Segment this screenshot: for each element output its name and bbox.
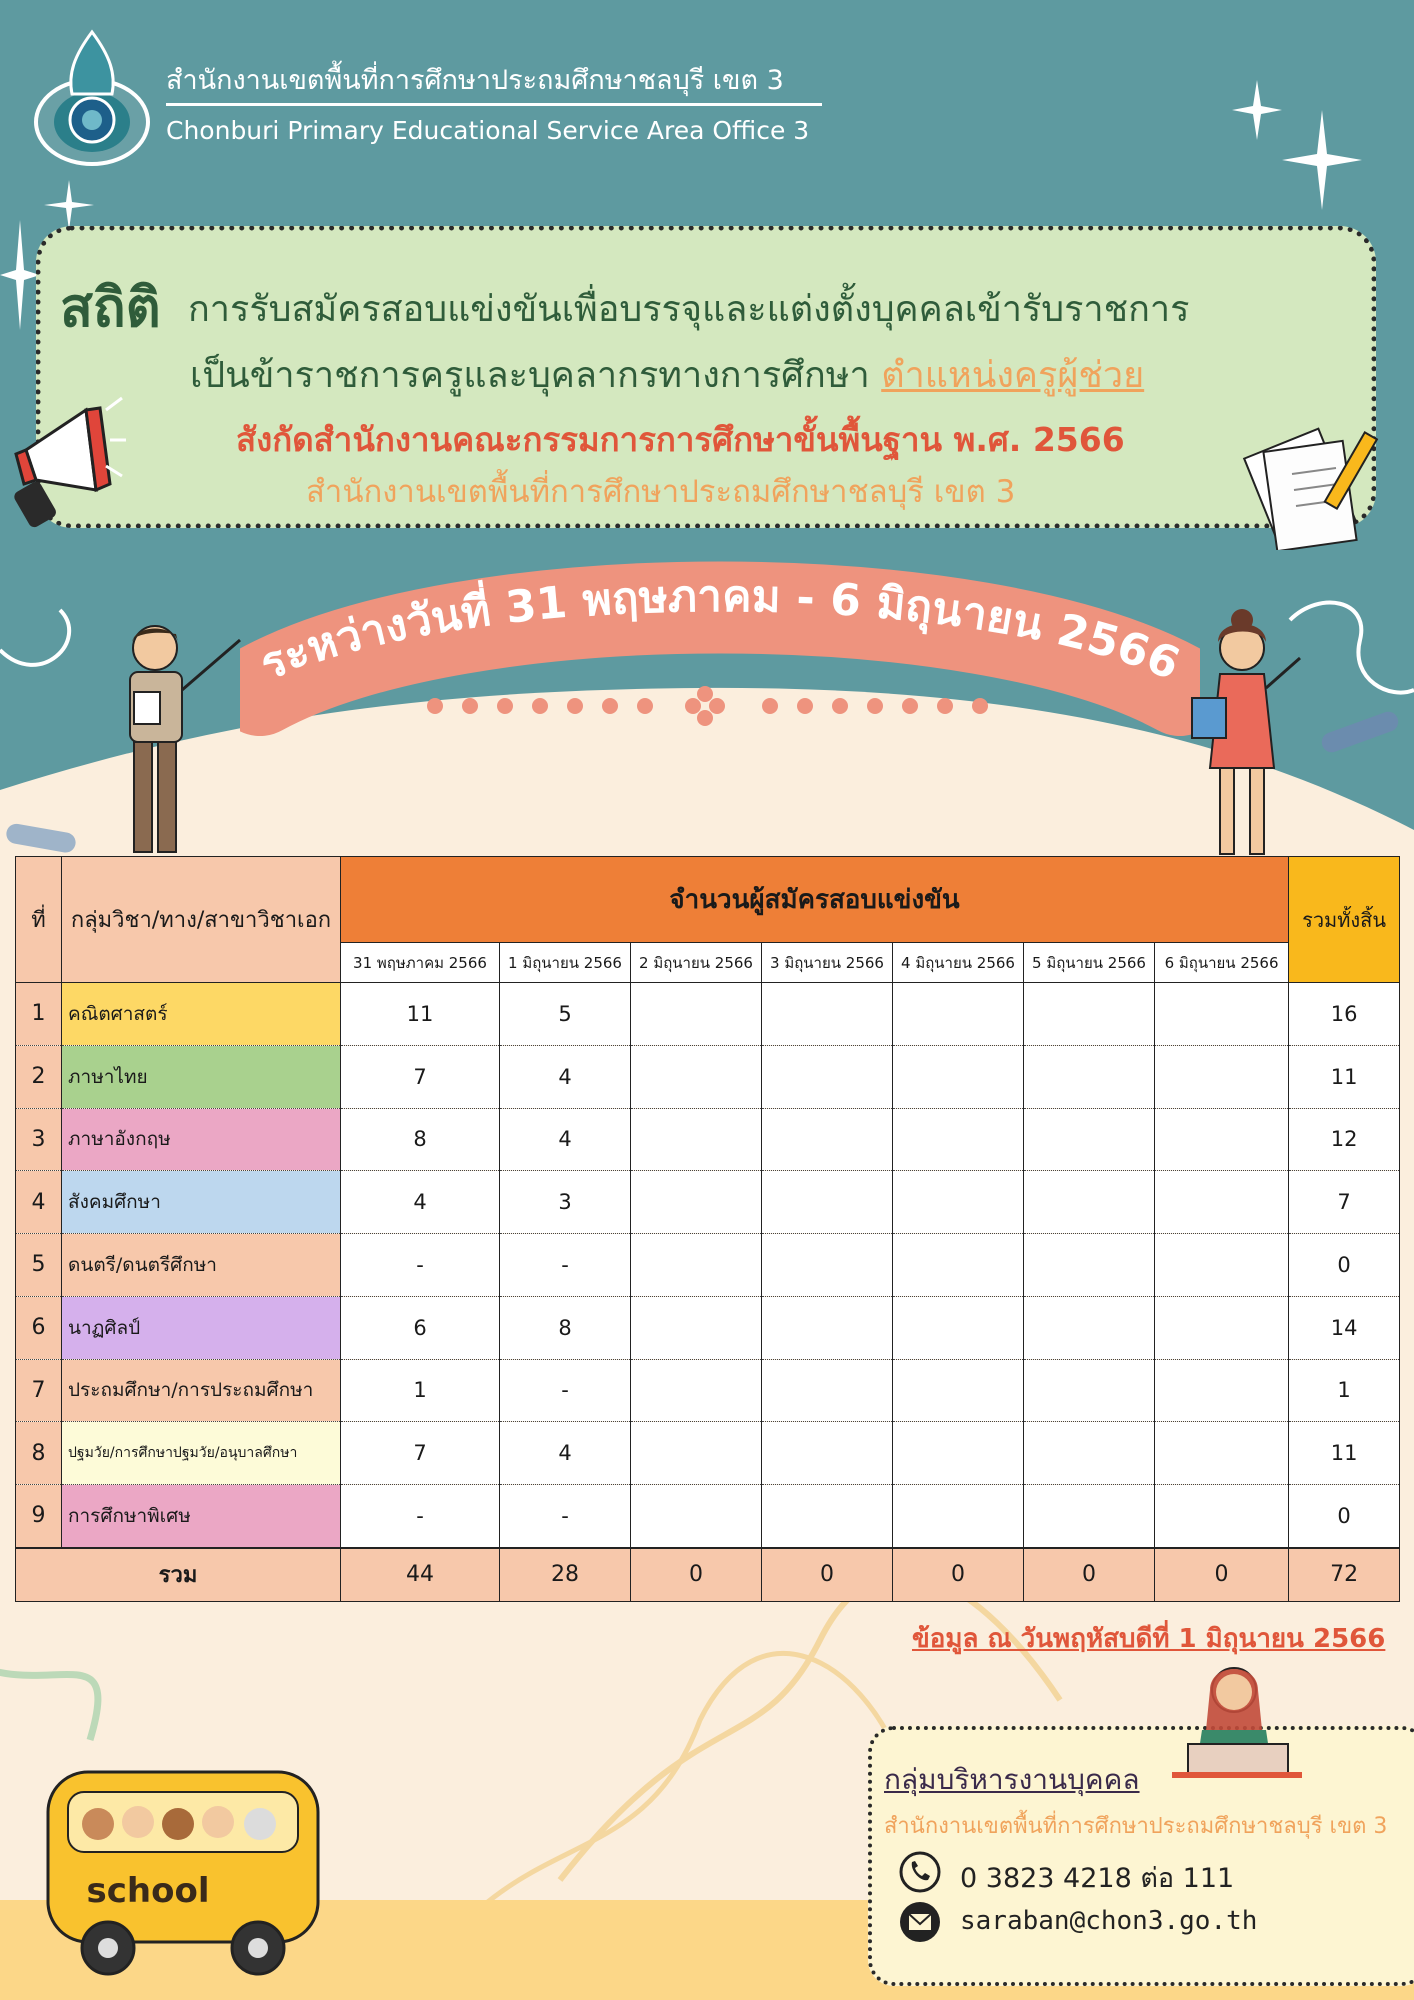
row-value: 4 (500, 1108, 631, 1171)
row-total: 0 (1289, 1234, 1400, 1297)
row-index: 7 (16, 1359, 62, 1422)
row-value (631, 1108, 762, 1171)
row-value (893, 1045, 1024, 1108)
date-header: 6 มิถุนายน 2566 (1155, 943, 1289, 983)
row-value (631, 1422, 762, 1485)
title-line-2-prefix: เป็นข้าราชการครูและบุคลากรทางการศึกษา (190, 355, 870, 396)
sparkle-icon (1232, 80, 1282, 140)
row-value: 4 (500, 1422, 631, 1485)
phone-number[interactable]: 0 3823 4218 ต่อ 111 (960, 1863, 1235, 1894)
row-value (1155, 1296, 1289, 1359)
seal-logo-icon (22, 22, 157, 172)
row-value: - (500, 1485, 631, 1548)
row-index: 9 (16, 1485, 62, 1548)
title-position: ตำแหน่งครูผู้ช่วย (881, 355, 1145, 396)
org-name-thai: สำนักงานเขตพื้นที่การศึกษาประถมศึกษาชลบุรี เขต 3 (166, 65, 784, 96)
row-value (1024, 1296, 1155, 1359)
table-row (16, 1171, 1400, 1234)
row-index: 4 (16, 1171, 62, 1234)
row-value (762, 1045, 893, 1108)
org-divider (166, 103, 822, 106)
row-value: 4 (500, 1045, 631, 1108)
row-value (762, 1234, 893, 1297)
row-value: 7 (341, 1045, 500, 1108)
row-value (631, 983, 762, 1046)
row-value (1024, 983, 1155, 1046)
row-subject: คณิตศาสตร์ (62, 983, 341, 1046)
sum-cell: 28 (500, 1548, 631, 1602)
row-index: 8 (16, 1422, 62, 1485)
row-value (762, 983, 893, 1046)
row-value: 3 (500, 1171, 631, 1234)
table-row (16, 1045, 1400, 1108)
title-line-3: สังกัดสำนักงานคณะกรรมการการศึกษาขั้นพื้นฐาน พ.ศ. 2566 (236, 420, 1125, 459)
email-address[interactable]: saraban@chon3.go.th (960, 1906, 1258, 1936)
sparkle-icon (44, 180, 94, 230)
col-index-header: ที่ (16, 857, 62, 983)
row-value (762, 1108, 893, 1171)
row-value (631, 1234, 762, 1297)
row-value: 11 (341, 983, 500, 1046)
col-group-header: จำนวนผู้สมัครสอบแข่งขัน (341, 857, 1289, 943)
row-value (1024, 1359, 1155, 1422)
sum-label: รวม (16, 1548, 341, 1602)
office-worker-illustration (1172, 1660, 1302, 1790)
sum-total-cell: 72 (1289, 1548, 1400, 1602)
row-subject: ภาษาไทย (62, 1045, 341, 1108)
date-header: 5 มิถุนายน 2566 (1024, 943, 1155, 983)
title-line-2 (190, 346, 1144, 403)
col-subject-header: กลุ่มวิชา/ทาง/สาขาวิชาเอก (62, 857, 341, 983)
row-value (631, 1171, 762, 1234)
row-total: 11 (1289, 1422, 1400, 1485)
row-value (893, 1234, 1024, 1297)
col-total-header: รวมทั้งสิ้น (1289, 857, 1400, 983)
row-value (893, 1171, 1024, 1234)
date-range-text: ระหว่างวันที่ 31 พฤษภาคม - 6 มิถุนายน 2566 (252, 570, 1187, 691)
row-value (1155, 1485, 1289, 1548)
row-value (762, 1422, 893, 1485)
row-subject: นาฏศิลป์ (62, 1296, 341, 1359)
megaphone-icon (6, 380, 126, 540)
sum-cell: 44 (341, 1548, 500, 1602)
row-subject: ประถมศึกษา/การประถมศึกษา (62, 1359, 341, 1422)
table-row (16, 1422, 1400, 1485)
row-value (762, 1359, 893, 1422)
row-index: 1 (16, 983, 62, 1046)
row-value (893, 1422, 1024, 1485)
row-index: 2 (16, 1045, 62, 1108)
table-row (16, 1359, 1400, 1422)
title-line-4: สำนักงานเขตพื้นที่การศึกษาประถมศึกษาชลบุรี เขต 3 (306, 474, 1016, 510)
phone-icon (898, 1850, 942, 1894)
row-value (893, 1296, 1024, 1359)
row-value (1024, 1045, 1155, 1108)
row-value: 8 (500, 1296, 631, 1359)
row-value: 8 (341, 1108, 500, 1171)
row-subject: ปฐมวัย/การศึกษาปฐมวัย/อนุบาลศึกษา (62, 1422, 341, 1485)
sum-cell: 0 (631, 1548, 762, 1602)
applicant-stats-table (15, 856, 1400, 1602)
row-value (762, 1485, 893, 1548)
row-value (631, 1359, 762, 1422)
table-row (16, 1485, 1400, 1548)
table-row (16, 1296, 1400, 1359)
row-value (893, 1108, 1024, 1171)
row-subject: ดนตรี/ดนตรีศึกษา (62, 1234, 341, 1297)
row-subject: ภาษาอังกฤษ (62, 1108, 341, 1171)
row-total: 1 (1289, 1359, 1400, 1422)
date-header: 3 มิถุนายน 2566 (762, 943, 893, 983)
row-value (1155, 1045, 1289, 1108)
row-value: - (341, 1485, 500, 1548)
row-subject: สังคมศึกษา (62, 1171, 341, 1234)
contact-office: สำนักงานเขตพื้นที่การศึกษาประถมศึกษาชลบุรี เขต 3 (884, 1814, 1388, 1839)
papers-pencil-icon (1240, 420, 1380, 550)
bus-label: school (86, 1871, 210, 1911)
row-value (1024, 1422, 1155, 1485)
sum-cell: 0 (893, 1548, 1024, 1602)
row-value (762, 1296, 893, 1359)
row-value (1155, 1171, 1289, 1234)
row-total: 7 (1289, 1171, 1400, 1234)
row-value (631, 1045, 762, 1108)
dot-divider (427, 686, 988, 726)
sum-row (16, 1548, 1400, 1602)
title-line-1: การรับสมัครสอบแข่งขันเพื่อบรรจุและแต่งตั้งบุคคลเข้ารับราชการ (188, 289, 1190, 330)
row-value: 4 (341, 1171, 500, 1234)
row-index: 6 (16, 1296, 62, 1359)
row-total: 14 (1289, 1296, 1400, 1359)
row-total: 12 (1289, 1108, 1400, 1171)
data-as-of-note: ข้อมูล ณ วันพฤหัสบดีที่ 1 มิถุนายน 2566 (912, 1624, 1386, 1654)
row-value (1024, 1485, 1155, 1548)
row-total: 11 (1289, 1045, 1400, 1108)
row-value: - (500, 1234, 631, 1297)
row-value (1155, 983, 1289, 1046)
sparkle-icon (0, 220, 40, 330)
sum-cell: 0 (1024, 1548, 1155, 1602)
row-subject: การศึกษาพิเศษ (62, 1485, 341, 1548)
row-total: 16 (1289, 983, 1400, 1046)
date-header: 2 มิถุนายน 2566 (631, 943, 762, 983)
org-name-english: Chonburi Primary Educational Service Area Office 3 (166, 116, 810, 145)
date-header: 31 พฤษภาคม 2566 (341, 943, 500, 983)
date-header: 1 มิถุนายน 2566 (500, 943, 631, 983)
date-banner (240, 560, 1200, 760)
row-value: 5 (500, 983, 631, 1046)
row-index: 5 (16, 1234, 62, 1297)
row-value (1155, 1359, 1289, 1422)
email-icon (898, 1900, 942, 1944)
row-value (1155, 1108, 1289, 1171)
sum-cell: 0 (762, 1548, 893, 1602)
row-value (1155, 1422, 1289, 1485)
row-value (1024, 1108, 1155, 1171)
row-value (1155, 1234, 1289, 1297)
title-word: สถิติ (60, 276, 161, 339)
sparkle-icon (1282, 110, 1362, 210)
row-value (631, 1296, 762, 1359)
row-value: 6 (341, 1296, 500, 1359)
row-value: 1 (341, 1359, 500, 1422)
table-row (16, 1108, 1400, 1171)
table-row (16, 1234, 1400, 1297)
row-value: - (341, 1234, 500, 1297)
male-teacher-illustration (100, 620, 250, 860)
row-total: 0 (1289, 1485, 1400, 1548)
school-bus-illustration (38, 1752, 338, 1988)
contact-title: กลุ่มบริหารงานบุคคล (884, 1763, 1140, 1796)
row-value (631, 1485, 762, 1548)
row-value: 7 (341, 1422, 500, 1485)
row-value (893, 983, 1024, 1046)
row-value (1024, 1234, 1155, 1297)
female-teacher-illustration (1180, 608, 1310, 858)
date-header: 4 มิถุนายน 2566 (893, 943, 1024, 983)
row-value (893, 1485, 1024, 1548)
row-index: 3 (16, 1108, 62, 1171)
row-value (762, 1171, 893, 1234)
table-row (16, 983, 1400, 1046)
sum-cell: 0 (1155, 1548, 1289, 1602)
row-value: - (500, 1359, 631, 1422)
row-value (1024, 1171, 1155, 1234)
row-value (893, 1359, 1024, 1422)
